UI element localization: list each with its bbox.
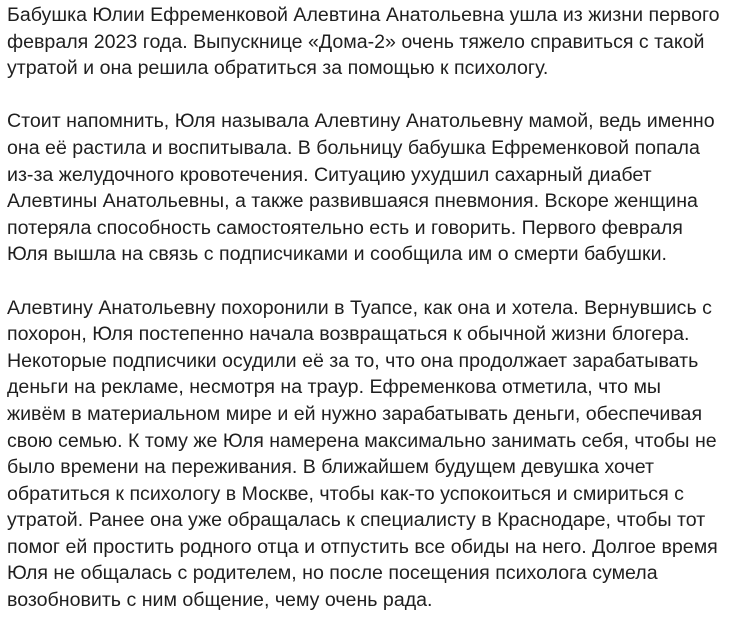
- article-paragraph-1: Бабушка Юлии Ефременковой Алевтина Анатольевна ушла из жизни первого февраля 2023 года. Выпускнице «Дома-2» очень тяжело справиться с такой утратой и она решила обратиться за помощью к психологу.: [7, 4, 720, 80]
- article-paragraph-2: Стоит напомнить, Юля называла Алевтину Анатольевну мамой, ведь именно она её растила и воспитывала. В больницу бабушка Ефременковой попала из-за желудочного кровотечения. Ситуацию ухудшил сахарный диабет Алевтины Анатольевны, а также развившаяся пневмония. Вскоре женщина потеряла способность самостоятельно есть и говорить. Первого февраля Юля вышла на связь с подписчиками и сообщила им о смерти бабушки.: [7, 110, 715, 266]
- article-paragraph-3: Алевтину Анатольевну похоронили в Туапсе, как она и хотела. Вернувшись с похорон, Юля постепенно начала возвращаться к обычной жизни блогера. Некоторые подписчики осудили её за то, что она продолжает зарабатывать деньги на рекламе, несмотря на траур. Ефременкова отметила, что мы живём в материальном мире и ей нужно зарабатывать деньги, обеспечивая свою семью. К тому же Юля намерена максимально занимать себя, чтобы не было времени на переживания. В ближайшем будущем девушка хочет обратиться к психологу в Москве, чтобы как-то успокоиться и смириться с утратой. Ранее она уже обращалась к специалисту в Краснодаре, чтобы тот помог ей простить родного отца и отпустить все обиды на него. Долгое время Юля не общалась с родителем, но после посещения психолога сумела возобновить с ним общение, чему очень рада.: [7, 296, 718, 612]
